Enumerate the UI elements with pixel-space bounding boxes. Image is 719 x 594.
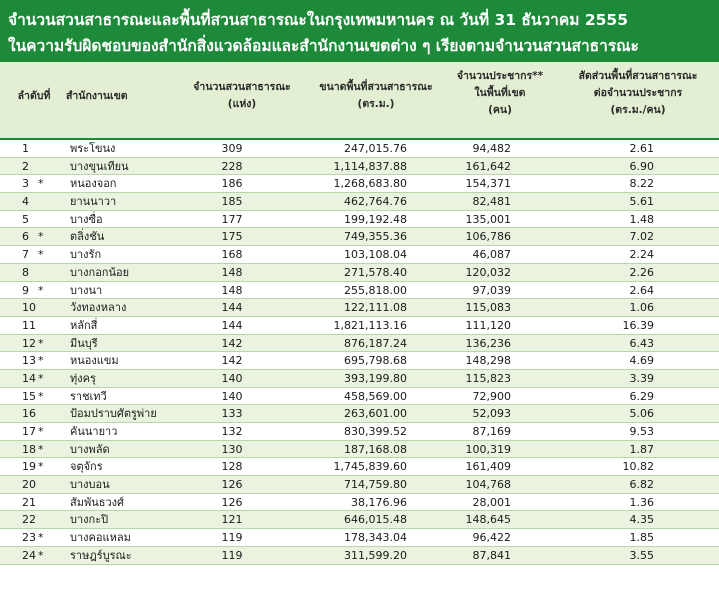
park-count: 140 <box>221 371 243 385</box>
table-row <box>0 299 719 317</box>
table-row <box>0 441 719 459</box>
park-area: 271,578.40 <box>344 265 407 279</box>
area-ratio: 2.26 <box>629 265 654 279</box>
park-area: 247,015.76 <box>344 142 407 155</box>
area-ratio: 6.82 <box>629 478 654 492</box>
park-count: 126 <box>221 478 243 492</box>
population: 46,087 <box>472 248 511 262</box>
table-row <box>0 246 719 264</box>
row-mark: * <box>38 371 44 385</box>
population: 106,786 <box>465 230 511 244</box>
header-count: จำนวนสวนสาธารณะ (แห่ง) <box>193 81 291 110</box>
table-row <box>0 193 719 211</box>
office-name: ทุ่งครุ <box>70 371 96 385</box>
population: 94,482 <box>472 142 511 155</box>
table-row <box>0 458 719 476</box>
office-name: บางกอกน้อย <box>70 265 130 279</box>
park-area: 830,399.52 <box>344 425 407 438</box>
row-mark: * <box>38 230 44 244</box>
area-ratio: 9.53 <box>629 425 654 438</box>
row-mark: * <box>38 548 44 562</box>
park-count: 140 <box>221 389 243 403</box>
park-area: 1,114,837.88 <box>333 159 407 173</box>
row-number: 24 <box>22 548 36 562</box>
office-name: ราษฎร์บูรณะ <box>70 548 132 562</box>
table-row <box>0 529 719 547</box>
park-count: 177 <box>221 212 243 226</box>
table-row <box>0 175 719 193</box>
park-area: 462,764.76 <box>344 195 407 209</box>
table-header <box>0 62 719 140</box>
table-row <box>0 494 719 512</box>
table-row <box>0 282 719 300</box>
table-row <box>0 423 719 441</box>
area-ratio: 1.06 <box>629 301 654 315</box>
population: 111,120 <box>465 318 511 332</box>
area-ratio: 8.22 <box>629 177 654 191</box>
park-area: 393,199.80 <box>344 371 407 385</box>
park-area: 263,601.00 <box>344 407 407 421</box>
row-mark: * <box>38 425 44 438</box>
office-name: บางรัก <box>70 248 102 262</box>
office-name: หนองจอก <box>70 177 117 191</box>
park-count: 119 <box>221 548 243 562</box>
area-ratio: 16.39 <box>622 318 654 332</box>
row-number: 6 <box>22 230 29 244</box>
population: 82,481 <box>472 195 511 209</box>
area-ratio: 1.87 <box>629 442 654 456</box>
park-area: 38,176.96 <box>351 495 407 509</box>
row-number: 22 <box>22 513 36 527</box>
office-name: วังทองหลาง <box>70 301 127 315</box>
office-name: จตุจักร <box>70 460 103 474</box>
title-line-1: จำนวนสวนสาธารณะและพื้นที่สวนสาธารณะในกรุงเทพมหานคร ณ วันที่ 31 ธันวาคม 2555 <box>8 11 628 29</box>
row-number: 7 <box>22 248 29 262</box>
park-count: 142 <box>221 354 243 368</box>
area-ratio: 5.06 <box>629 407 654 421</box>
park-area: 695,798.68 <box>344 354 407 368</box>
area-ratio: 3.39 <box>629 371 654 385</box>
population: 136,236 <box>465 336 511 350</box>
office-name: บางคอแหลม <box>70 531 131 545</box>
area-ratio: 1.85 <box>629 531 654 545</box>
population: 87,169 <box>472 425 511 438</box>
population: 52,093 <box>472 407 511 421</box>
table-row <box>0 228 719 246</box>
population: 87,841 <box>472 548 511 562</box>
area-ratio: 5.61 <box>629 195 654 209</box>
row-number: 2 <box>22 159 29 173</box>
park-count: 142 <box>221 336 243 350</box>
row-number: 10 <box>22 301 36 315</box>
area-ratio: 6.29 <box>629 389 654 403</box>
park-count: 148 <box>221 265 243 279</box>
park-count: 133 <box>221 407 243 421</box>
row-mark: * <box>38 354 44 368</box>
park-area: 178,343.04 <box>344 531 407 545</box>
office-name: ตลิ่งชัน <box>70 230 105 244</box>
row-mark: * <box>38 389 44 403</box>
office-name: บางบอน <box>70 478 110 492</box>
office-name: พระโขนง <box>70 142 116 155</box>
table-row <box>0 140 719 158</box>
area-ratio: 3.55 <box>629 548 654 562</box>
row-number: 14 <box>22 371 36 385</box>
table-title <box>0 0 719 62</box>
table-row <box>0 405 719 423</box>
area-ratio: 2.24 <box>629 248 654 262</box>
area-ratio: 1.48 <box>629 212 654 226</box>
title-line-2: ในความรับผิดชอบของสำนักสิ่งแวดล้อมและสำนักงานเขตต่าง ๆ เรียงตามจำนวนสวนสาธารณะ <box>8 37 639 55</box>
park-count: 228 <box>221 159 243 173</box>
row-number: 11 <box>22 318 36 332</box>
park-area: 103,108.04 <box>344 248 407 262</box>
park-area: 1,821,113.16 <box>333 318 407 332</box>
population: 148,298 <box>465 354 511 368</box>
table-body <box>0 140 719 565</box>
park-count: 175 <box>221 230 243 244</box>
park-count: 132 <box>221 425 243 438</box>
office-name: บางกะปิ <box>70 513 109 527</box>
row-number: 5 <box>22 212 29 226</box>
population: 161,409 <box>465 460 511 474</box>
table-row <box>0 317 719 335</box>
park-count: 168 <box>221 248 243 262</box>
population: 161,642 <box>465 159 511 173</box>
park-area: 1,268,683.80 <box>333 177 407 191</box>
office-name: ป้อมปราบศัตรูพ่าย <box>70 407 157 421</box>
population: 72,900 <box>472 389 511 403</box>
row-mark: * <box>38 336 44 350</box>
table-row <box>0 547 719 565</box>
office-name: คันนายาว <box>70 425 118 438</box>
area-ratio: 6.43 <box>629 336 654 350</box>
office-name: มีนบุรี <box>70 336 98 350</box>
table-row <box>0 370 719 388</box>
row-mark: * <box>38 248 44 262</box>
row-mark: * <box>38 442 44 456</box>
office-name: หลักสี่ <box>70 318 98 332</box>
area-ratio: 10.82 <box>622 460 654 474</box>
office-name: บางขุนเทียน <box>70 159 129 173</box>
row-number: 4 <box>22 195 29 209</box>
office-name: หนองแขม <box>70 354 119 368</box>
row-number: 20 <box>22 478 36 492</box>
row-mark: * <box>38 531 44 545</box>
park-count: 121 <box>221 513 243 527</box>
row-number: 3 <box>22 177 29 191</box>
office-name: ราชเทวี <box>70 389 107 403</box>
area-ratio: 4.69 <box>629 354 654 368</box>
table-row <box>0 211 719 229</box>
area-ratio: 2.64 <box>629 283 654 297</box>
table-row <box>0 335 719 353</box>
table-row <box>0 352 719 370</box>
row-number: 13 <box>22 354 36 368</box>
park-area: 749,355.36 <box>344 230 407 244</box>
population: 96,422 <box>472 531 511 545</box>
park-count: 130 <box>221 442 243 456</box>
park-count: 186 <box>221 177 243 191</box>
office-name: สัมพันธวงศ์ <box>70 495 124 509</box>
population: 97,039 <box>472 283 511 297</box>
row-number: 19 <box>22 460 36 474</box>
area-ratio: 1.36 <box>629 495 654 509</box>
area-ratio: 2.61 <box>629 142 654 155</box>
header-ratio: สัดส่วนพื้นที่สวนสาธารณะ ต่อจำนวนประชากร (ตร.ม./คน) <box>578 70 698 116</box>
row-mark: * <box>38 460 44 474</box>
park-area: 876,187.24 <box>344 336 407 350</box>
row-number: 9 <box>22 283 29 297</box>
population: 28,001 <box>472 495 511 509</box>
park-count: 126 <box>221 495 243 509</box>
population: 100,319 <box>465 442 511 456</box>
park-count: 148 <box>221 283 243 297</box>
population: 135,001 <box>465 212 511 226</box>
area-ratio: 6.90 <box>629 159 654 173</box>
row-number: 18 <box>22 442 36 456</box>
row-number: 21 <box>22 495 36 509</box>
row-number: 17 <box>22 425 36 438</box>
row-number: 15 <box>22 389 36 403</box>
row-number: 12 <box>22 336 36 350</box>
park-count: 144 <box>221 318 243 332</box>
population: 115,823 <box>465 371 511 385</box>
population: 115,083 <box>465 301 511 315</box>
park-area: 714,759.80 <box>344 478 407 492</box>
park-count: 144 <box>221 301 243 315</box>
population: 104,768 <box>465 478 511 492</box>
table-row <box>0 511 719 529</box>
row-number: 1 <box>22 142 29 155</box>
park-area: 122,111.08 <box>344 301 407 315</box>
row-number: 16 <box>22 407 36 421</box>
population: 148,645 <box>465 513 511 527</box>
park-area: 458,569.00 <box>344 389 407 403</box>
header-population: จำนวนประชากร** ในพื้นที่เขต (คน) <box>456 70 544 116</box>
office-name: ยานนาวา <box>70 195 117 209</box>
park-count: 309 <box>221 142 243 155</box>
area-ratio: 4.35 <box>629 513 654 527</box>
population: 154,371 <box>465 177 511 191</box>
park-count: 119 <box>221 531 243 545</box>
population: 120,032 <box>465 265 511 279</box>
table-row <box>0 476 719 494</box>
row-mark: * <box>38 283 44 297</box>
table-row <box>0 388 719 406</box>
park-count: 128 <box>221 460 243 474</box>
park-area: 255,818.00 <box>344 283 407 297</box>
office-name: บางพลัด <box>70 442 110 456</box>
park-area: 199,192.48 <box>344 212 407 226</box>
table-row <box>0 158 719 176</box>
office-name: บางนา <box>70 283 103 297</box>
header-area: ขนาดพื้นที่สวนสาธารณะ (ตร.ม.) <box>319 81 433 110</box>
header-no: ลำดับที่ <box>17 90 51 102</box>
area-ratio: 7.02 <box>629 230 654 244</box>
row-number: 23 <box>22 531 36 545</box>
park-area: 1,745,839.60 <box>333 460 407 474</box>
table-row <box>0 264 719 282</box>
header-office: สำนักงานเขต <box>66 90 128 102</box>
row-mark: * <box>38 177 44 191</box>
park-area: 646,015.48 <box>344 513 407 527</box>
park-area: 311,599.20 <box>344 548 407 562</box>
park-area: 187,168.08 <box>344 442 407 456</box>
office-name: บางซื่อ <box>70 212 103 226</box>
row-number: 8 <box>22 265 29 279</box>
park-count: 185 <box>221 195 243 209</box>
